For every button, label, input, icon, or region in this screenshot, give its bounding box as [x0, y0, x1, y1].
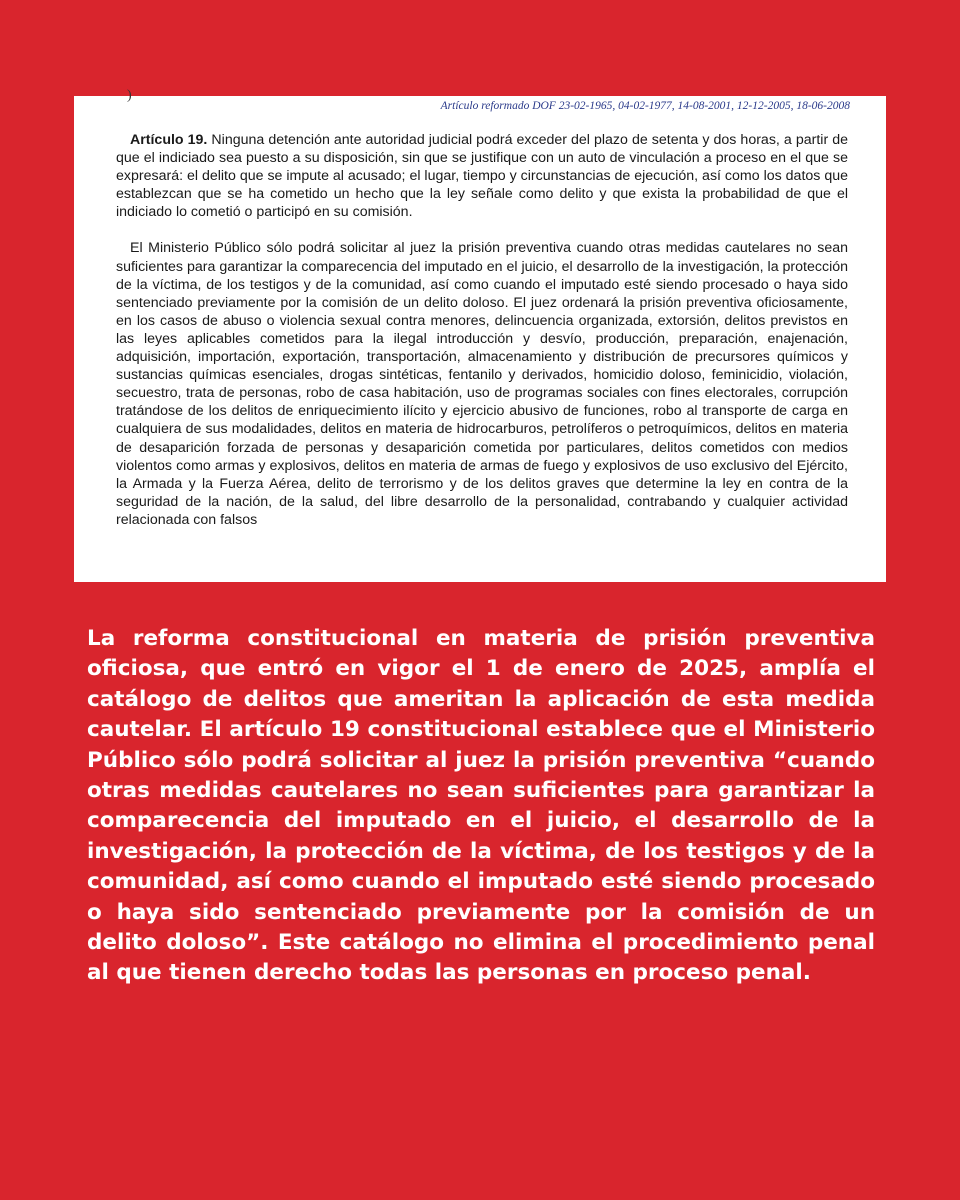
reform-note: Artículo reformado DOF 23-02-1965, 04-02-1977, 14-08-2001, 12-12-2005, 18-06-2008 [440, 100, 850, 112]
document-corner-mark: ) [127, 88, 132, 103]
document-excerpt [74, 88, 886, 582]
article-paragraph-1-text: Ninguna detención ante autoridad judicial podrá exceder del plazo de setenta y dos horas, a partir de que el indiciado sea puesto a su disposición, sin que se justifique con un auto de vinculación a proceso en el que se expresará: el delito que se impute al acusado; el lugar, tiempo y circunstancias de ejecución, así como los datos que establezcan que se ha cometido un hecho que la ley señale como delito y que exista la probabilidad de que el indiciado lo cometió o participó en su comisión. [116, 132, 848, 221]
article-paragraph-1 [116, 131, 848, 221]
article-text [116, 131, 848, 547]
article-paragraph-2: El Ministerio Público sólo podrá solicitar al juez la prisión preventiva cuando otras medidas cautelares no sean suficientes para garantizar la comparecencia del imputado en el juicio, el desarrollo de la investigación, la protección de la víctima, de los testigos y de la comunidad, así como cuando el imputado esté siendo procesado o haya sido sentenciado previamente por la comisión de un delito doloso. El juez ordenará la prisión preventiva oficiosamente, en los casos de abuso o violencia sexual contra menores, delincuencia organizada, extorsión, delitos previstos en las leyes aplicables cometidos para la ilegal introducción y desvío, producción, preparación, enajenación, adquisición, importación, exportación, transportación, almacenamiento y distribución de precursores químicos y sustancias químicas esenciales, drogas sintéticas, fentanilo y derivados, homicidio doloso, feminicidio, violación, secuestro, trata de personas, robo de casa habitación, uso de programas sociales con fines electorales, corrupción tratándose de los delitos de enriquecimiento ilícito y ejercicio abusivo de funciones, robo al transporte de carga en cualquiera de sus modalidades, delitos en materia de hidrocarburos, petrolíferos o petroquímicos, delitos en materia de desaparición forzada de personas y desaparición cometida por particulares, delitos cometidos con medios violentos como armas y explosivos, delitos en materia de armas de fuego y explosivos de uso exclusivo del Ejército, la Armada y la Fuerza Aérea, delito de terrorismo y de los delitos graves que determine la ley en contra de la seguridad de la nación, de la salud, del libre desarrollo de la personalidad, contrabando y cualquier actividad relacionada con falsos [116, 240, 848, 528]
caption-text: La reforma constitucional en materia de prisión preventiva oficiosa, que entró en vigor el 1 de enero de 2025, amplía el catálogo de delitos que ameritan la aplicación de esta medida cautelar. El artículo 19 constitucional establece que el Ministerio Público sólo podrá solicitar al juez la prisión preventiva “cuando otras medidas cautelares no sean suficientes para garantizar la comparecencia del imputado en el juicio, el desarrollo de la investigación, la protección de la víctima, de los testigos y de la comunidad, así como cuando el imputado esté siendo procesado o haya sido sentenciado previamente por la comisión de un delito doloso”. Este catálogo no elimina el procedimiento penal al que tienen derecho todas las personas en proceso penal. [87, 626, 875, 986]
article-heading: Artículo 19. [130, 132, 208, 148]
